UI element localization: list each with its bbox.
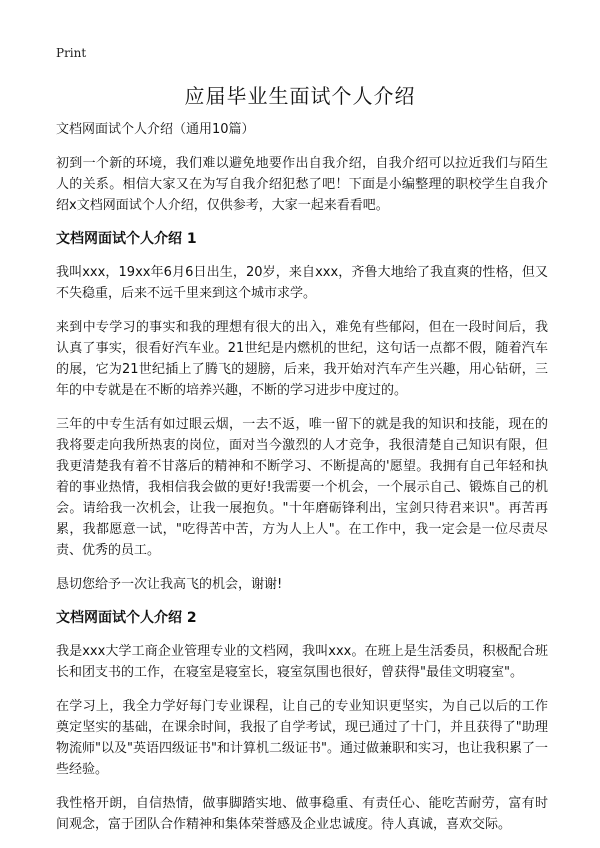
document-body <box>56 120 548 848</box>
section-2-paragraph: 我性格开朗，自信热情，做事脚踏实地、做事稳重、有责任心、能吃苦耐劳，富有时间观念，富于团队合作精神和集体荣誉感及企业忠诚度。待人真诚，喜欢交际。 <box>56 796 548 832</box>
section-1-paragraph: 来到中专学习的事实和我的理想有很大的出入，难免有些郁闷，但在一段时间后，我认真了事实，很看好汽车业。21世纪是内燃机的世纪，这句话一点都不假，随着汽车的展，它为21世纪插上了腾飞的翅膀，后来，我开始对汽车产生兴趣，用心钻研，三年的中专就是在不断的培养兴趣，不断的学习进步中度过的。 <box>56 320 548 398</box>
section-heading-1: 文档网面试个人介绍 1 <box>56 231 197 247</box>
print-link[interactable]: Print <box>56 46 87 60</box>
section-heading-2: 文档网面试个人介绍 2 <box>56 610 197 626</box>
intro-paragraph: 初到一个新的环境，我们难以避免地要作出自我介绍，自我介绍可以拉近我们与陌生人的关系。相信大家又在为写自我介绍犯愁了吧！下面是小编整理的职校学生自我介绍x文档网面试个人介绍，仅供参考，大家一起来看看吧。 <box>56 156 548 213</box>
section-2-paragraph: 在学习上，我全力学好每门专业课程，让自己的专业知识更坚实，为自己以后的工作奠定坚实的基础，在课余时间，我报了自学考试，现已通过了十门，并且获得了"助理物流师"以及"英语四级证书"和计算机二级证书"。通过做兼职和实习，也让我积累了一些经验。 <box>56 699 548 777</box>
section-1-paragraph: 三年的中专生活有如过眼云烟，一去不返，唯一留下的就是我的知识和技能，现在的我将要走向我所热衷的岗位，面对当今激烈的人才竞争，我很清楚自己知识有限，但我更清楚我有着不甘落后的精神和不断学习、不断提高的'愿望。我拥有自己年轻和执着的事业热情，我相信我会做的更好!我需要一个机会，一个展示自己、锻炼自己的机会。请给我一次机会，让我一展抱负。"十年磨砺锋利出，宝剑只待君来识"。再苦再累，我都愿意一试，"吃得苦中苦，方为人上人"。在工作中，我一定会是一位尽责尽责、优秀的员工。 <box>56 417 548 558</box>
section-1-paragraph: 我叫xxx，19xx年6月6日出生，20岁，来自xxx，齐鲁大地给了我直爽的性格，但又不失稳重，后来不远千里来到这个城市求学。 <box>56 265 548 301</box>
document-title: 应届毕业生面试个人介绍 <box>184 84 416 108</box>
section-1-paragraph: 恳切您给予一次让我高飞的机会，谢谢! <box>56 577 283 592</box>
document-subtitle: 文档网面试个人介绍（通用10篇） <box>56 122 255 137</box>
section-2-paragraph: 我是xxx大学工商企业管理专业的文档网，我叫xxx。在班上是生活委员，积极配合班长和团支书的工作，在寝室是寝室长，寝室氛围也很好，曾获得"最佳文明寝室"。 <box>56 644 548 680</box>
